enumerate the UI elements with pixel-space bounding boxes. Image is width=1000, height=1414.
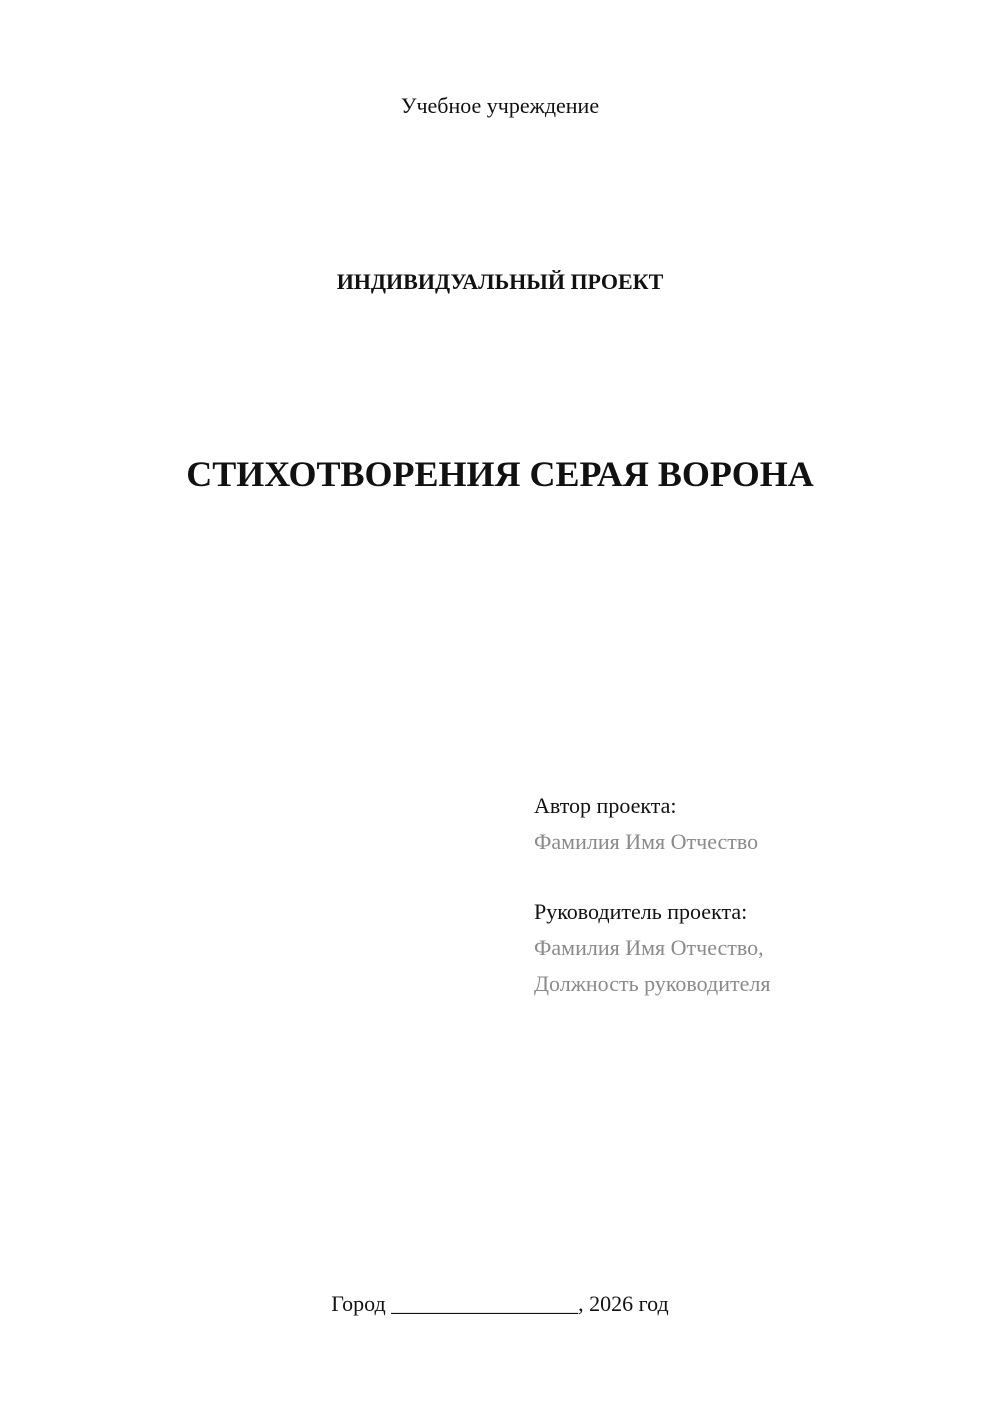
supervisor-position: Должность руководителя [534, 971, 771, 996]
supervisor-name: Фамилия Имя Отчество, [534, 935, 764, 960]
supervisor-label: Руководитель проекта: [534, 899, 748, 924]
project-info-block [534, 788, 974, 1002]
author-name: Фамилия Имя Отчество [534, 829, 759, 854]
institution-name: Учебное учреждение [400, 93, 600, 118]
spacer [534, 860, 974, 894]
project-type-heading: ИНДИВИДУАЛЬНЫЙ ПРОЕКТ [336, 269, 664, 294]
author-label: Автор проекта: [534, 793, 677, 818]
project-title: СТИХОТВОРЕНИЯ СЕРАЯ ВОРОНА [186, 454, 814, 494]
city-year-line: Город _________________, 2026 год [331, 1291, 669, 1316]
